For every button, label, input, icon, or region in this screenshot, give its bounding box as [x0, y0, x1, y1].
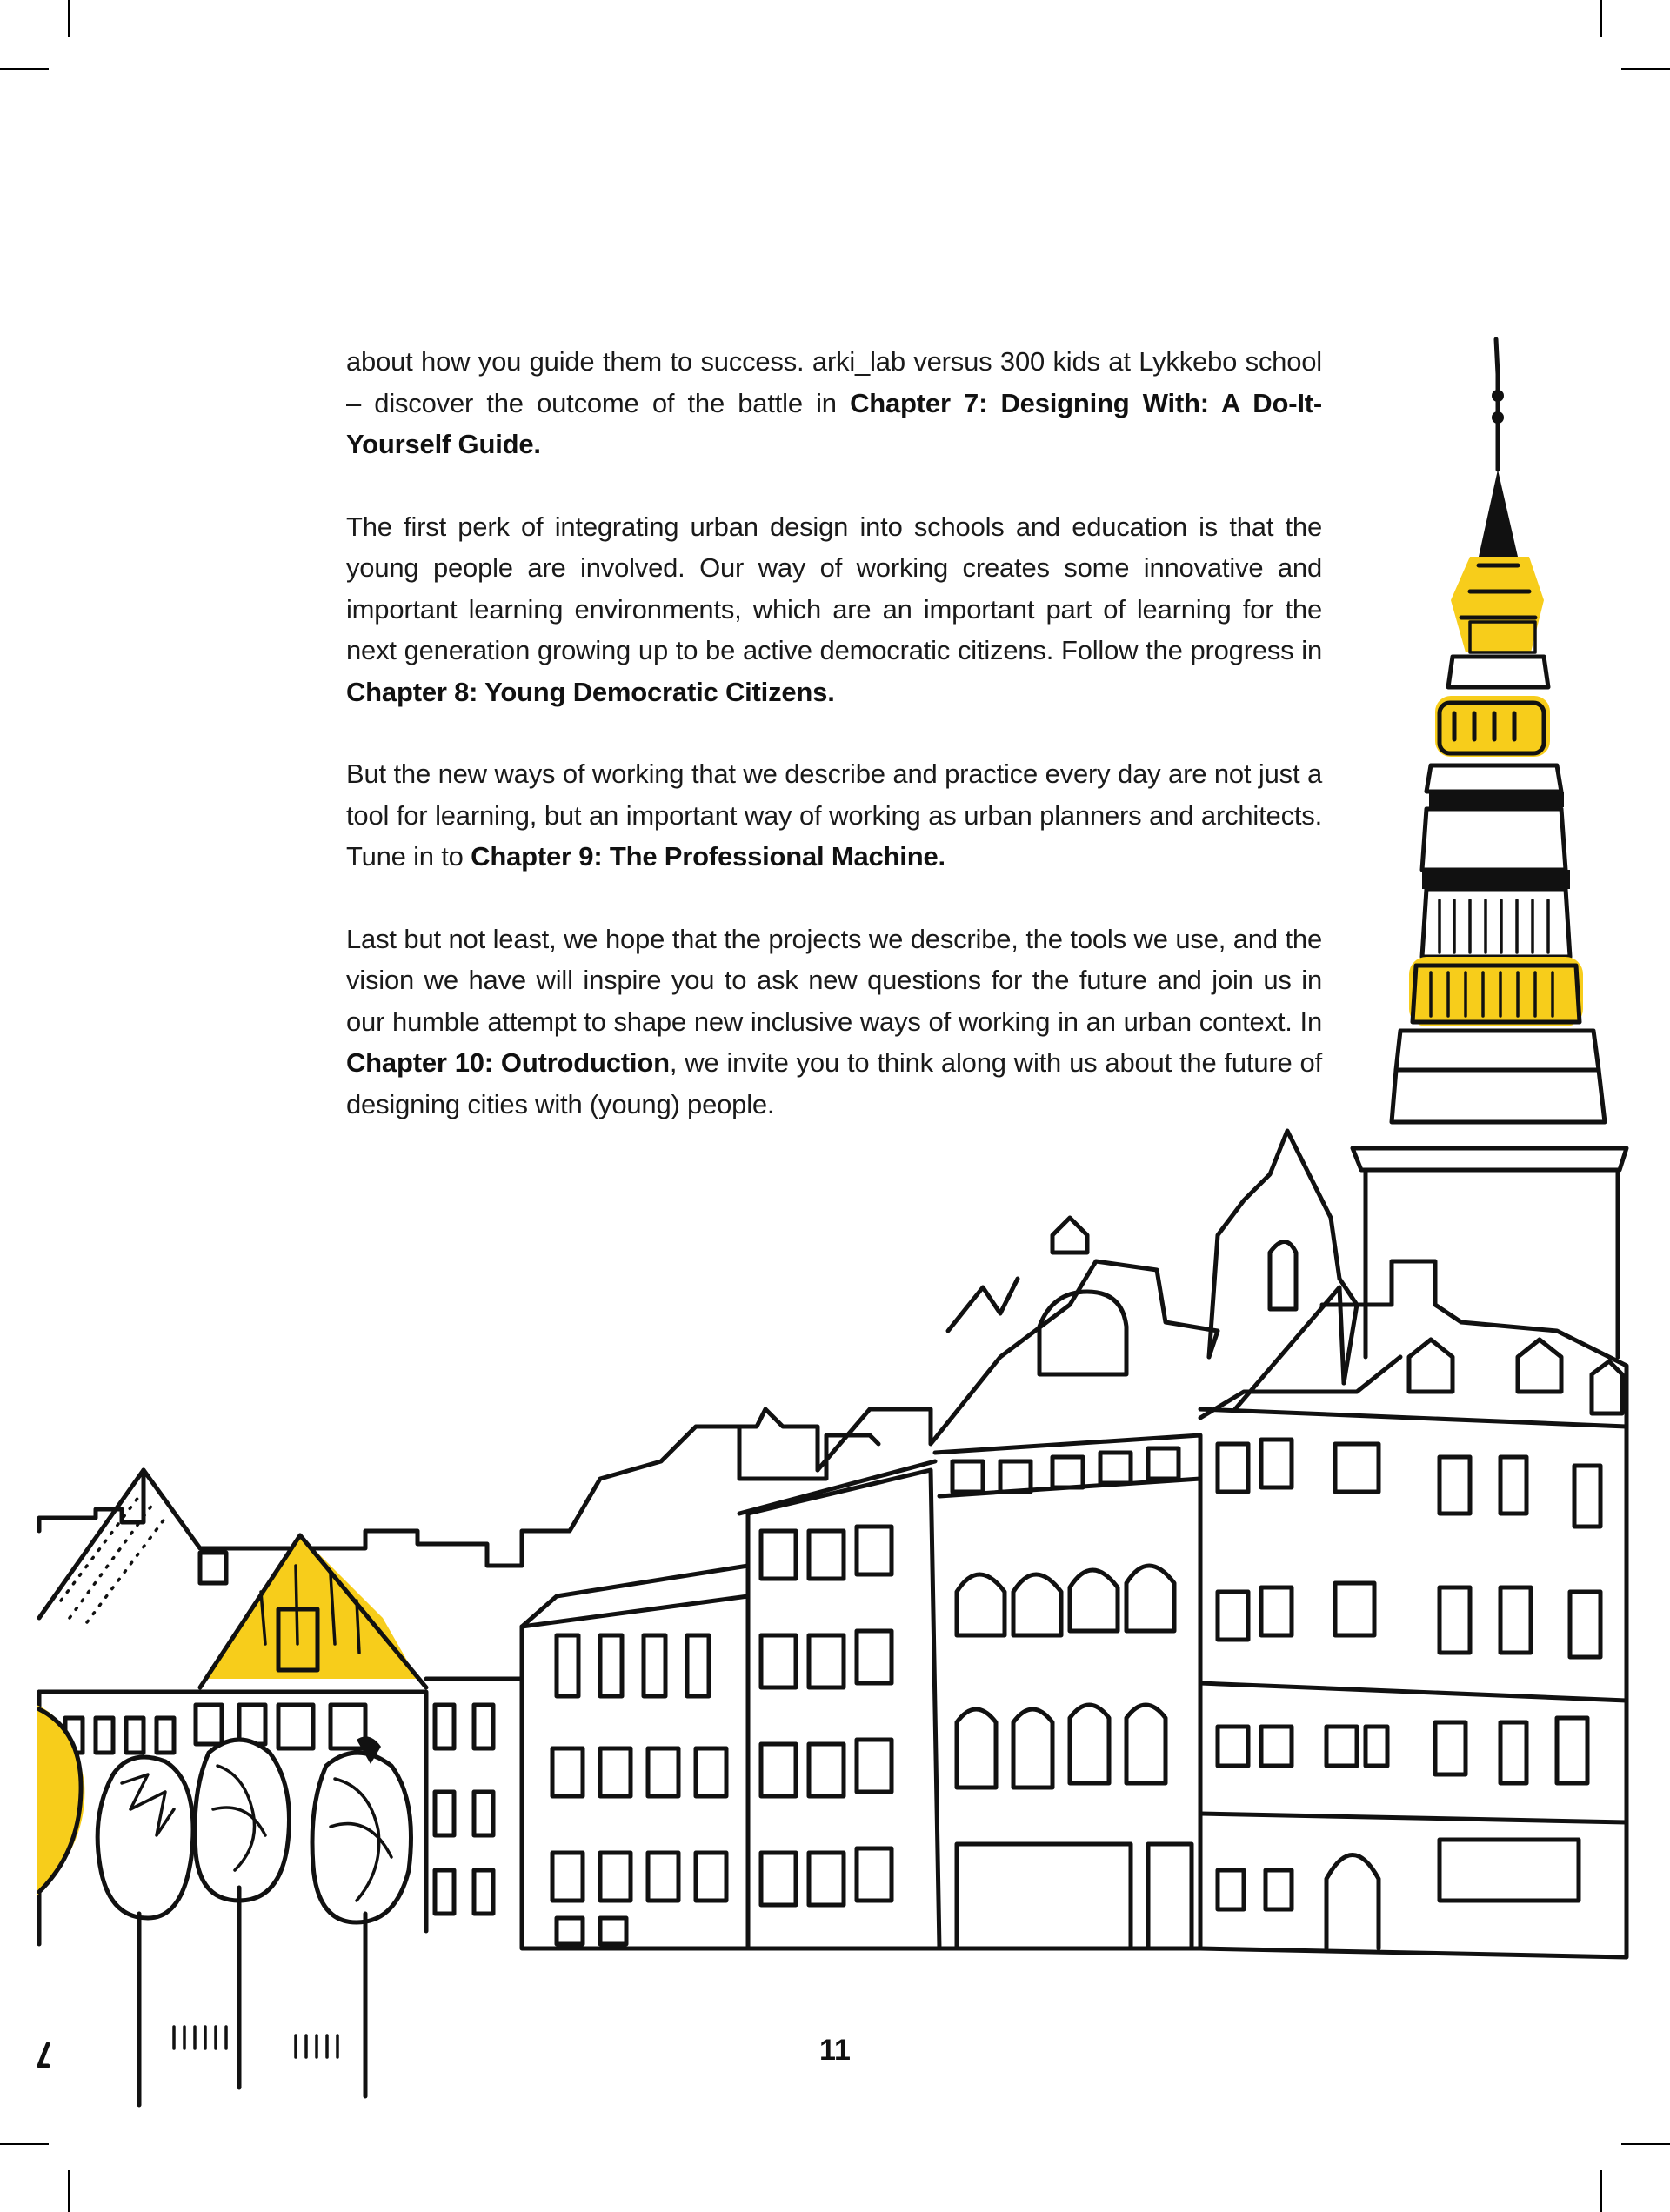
- chapter-7-link-text: Chapter 7: Designing With: A Do-It-Yourself Guide.: [346, 387, 1322, 459]
- paragraph-chapter-10: [346, 919, 1322, 1126]
- paragraph-chapter-9: [346, 753, 1322, 878]
- paragraph-text: , we invite you to think along with us about the future of designing cities with (young) people.: [346, 1047, 1322, 1119]
- paragraph-chapter-8: [346, 506, 1322, 713]
- trees-drawing: [37, 1705, 411, 2105]
- paragraph-text: But the new ways of working that we describe and practice every day are not just a tool for learning, but an important way of working as urban planners and architects. Tune in to: [346, 758, 1322, 872]
- body-text-column: [346, 341, 1322, 1166]
- chapter-9-link-text: Chapter 9: The Professional Machine.: [471, 841, 945, 872]
- paragraph-text: The first perk of integrating urban design into schools and education is that the young people are involved. Our way of working creates some innovative and important learning environments, which are an important part of learning for the next generation growing up to be active democratic citizens. Follow the progress in: [346, 511, 1322, 665]
- chapter-8-link-text: Chapter 8: Young Democratic Citizens.: [346, 676, 835, 707]
- paragraph-chapter-7: [346, 341, 1322, 465]
- church-spire-drawing: [1353, 339, 1627, 1357]
- chapter-10-link-text: Chapter 10: Outroduction: [346, 1047, 670, 1078]
- page-number: 11: [819, 2034, 851, 2067]
- paragraph-text: Last but not least, we hope that the projects we describe, the tools we use, and the vision we have will inspire you to ask new questions for the future and join us in our humble attempt to shape new inclusive ways of working in an urban context. In: [346, 923, 1322, 1037]
- paragraph-text: about how you guide them to success. arki_lab versus 300 kids at Lykkebo school – discover the outcome of the battle in: [346, 346, 1322, 418]
- rooftops-drawing: [39, 1131, 1627, 1687]
